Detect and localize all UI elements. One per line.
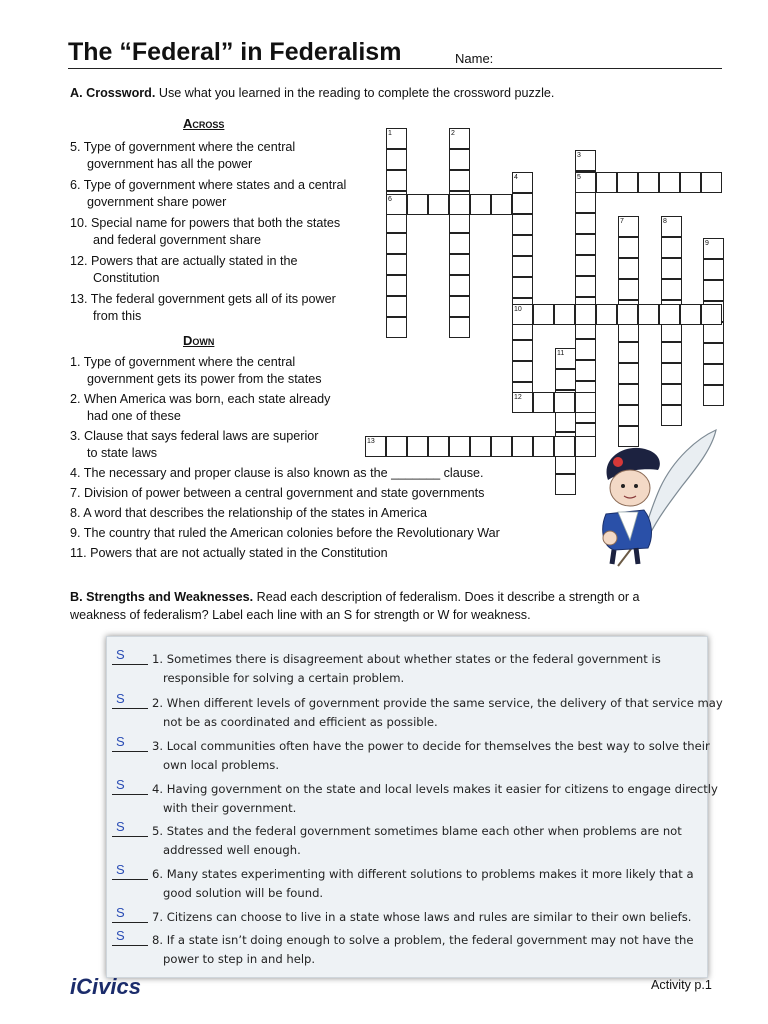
crossword-cell[interactable] (554, 304, 575, 325)
clue-down-1: 1. Type of government where the central government gets its power from the states (70, 355, 322, 386)
crossword-clue-number: 10 (514, 306, 522, 313)
answer-value: S (116, 905, 125, 920)
sw-item-line2: responsible for solving a certain problem. (163, 671, 405, 685)
crossword-cell[interactable] (386, 212, 407, 233)
crossword-cell[interactable] (533, 392, 554, 413)
crossword-cell[interactable] (428, 194, 449, 215)
crossword-cell[interactable] (703, 385, 724, 406)
crossword-clue-number: 9 (705, 240, 709, 247)
crossword-cell[interactable] (661, 279, 682, 300)
sw-item (112, 691, 723, 732)
answer-blank[interactable] (112, 928, 148, 946)
crossword-cell[interactable] (449, 275, 470, 296)
sw-item-line2: with their government. (163, 801, 297, 815)
section-a-heading-bold: A. Crossword. (70, 86, 156, 100)
crossword-cell[interactable] (638, 304, 659, 325)
clue-across-10: 10. Special name for powers that both the states and federal government share (70, 216, 341, 247)
crossword-cell[interactable] (617, 172, 638, 193)
crossword-cell[interactable] (512, 340, 533, 361)
crossword-cell[interactable] (555, 411, 576, 432)
sw-item-line1: 4. Having government on the state and local levels makes it easier for citizens to engage directly (152, 782, 718, 796)
crossword-clue-number: 11 (557, 350, 565, 357)
crossword-cell[interactable] (618, 405, 639, 426)
sw-item-line2: not be as coordinated and efficient as possible. (163, 715, 438, 729)
crossword-cell[interactable] (703, 280, 724, 301)
crossword-cell[interactable] (703, 343, 724, 364)
sw-item (112, 862, 694, 903)
crossword-cell[interactable] (575, 339, 596, 360)
clue-down-2: 2. When America was born, each state already had one of these (70, 392, 331, 423)
sw-item-line1: 8. If a state isn’t doing enough to solve a problem, the federal government may not have the (152, 933, 694, 947)
crossword-cell[interactable] (661, 258, 682, 279)
answer-blank[interactable] (112, 862, 148, 880)
answer-blank[interactable] (112, 777, 148, 795)
crossword-cell[interactable] (512, 256, 533, 277)
sw-item-line1: 2. When different levels of government provide the same service, the delivery of that service may (152, 696, 723, 710)
crossword-cell[interactable] (386, 233, 407, 254)
clue-down-9: 9. The country that ruled the American colonies before the Revolutionary War (70, 526, 500, 540)
crossword-cell[interactable] (680, 172, 701, 193)
crossword-cell[interactable] (512, 193, 533, 214)
crossword-cell[interactable] (386, 296, 407, 317)
clue-down-8: 8. A word that describes the relationship of the states in America (70, 506, 428, 520)
sw-item-line2: addressed well enough. (163, 843, 301, 857)
clue-down-11: 11. Powers that are not actually stated in the Constitution (70, 546, 388, 560)
crossword-clue-number: 12 (514, 394, 522, 401)
answer-blank[interactable] (112, 819, 148, 837)
crossword-clue-number: 3 (577, 152, 581, 159)
answer-blank[interactable] (112, 905, 148, 923)
crossword-cell[interactable] (407, 436, 428, 457)
crossword-cell[interactable] (575, 392, 596, 413)
crossword-cell[interactable] (661, 363, 682, 384)
sw-item (112, 819, 682, 860)
down-label: Down (183, 333, 215, 348)
crossword-cell[interactable] (575, 360, 596, 381)
crossword-cell[interactable] (491, 194, 512, 215)
crossword-cell[interactable] (555, 369, 576, 390)
crossword-cell[interactable] (449, 170, 470, 191)
crossword-cell[interactable] (512, 277, 533, 298)
page-number: Activity p.1 (651, 978, 712, 992)
crossword-clue-number: 7 (620, 218, 624, 225)
crossword-cell[interactable] (680, 304, 701, 325)
sw-item-line1: 1. Sometimes there is disagreement about whether states or the federal government is (152, 652, 661, 666)
sw-item-line1: 7. Citizens can choose to live in a state whose laws and rules are similar to their own beliefs. (152, 910, 692, 924)
sw-item (112, 905, 692, 927)
crossword-clue-number: 2 (451, 130, 455, 137)
crossword-cell[interactable] (661, 405, 682, 426)
crossword-cell[interactable] (449, 254, 470, 275)
crossword-cell[interactable] (659, 172, 680, 193)
section-b-heading-bold: B. Strengths and Weaknesses. (70, 590, 254, 604)
crossword-clue-number: 1 (388, 130, 392, 137)
clue-across-12: 12. Powers that are actually stated in the Constitution (70, 254, 298, 285)
icivics-logo: iCivics (70, 974, 141, 999)
clue-down-7: 7. Division of power between a central government and state governments (70, 486, 485, 500)
answer-blank[interactable] (112, 734, 148, 752)
crossword-cell[interactable] (703, 322, 724, 343)
crossword-cell[interactable] (575, 255, 596, 276)
crossword-cell[interactable] (661, 384, 682, 405)
section-a-heading-text: Use what you learned in the reading to complete the crossword puzzle. (155, 86, 555, 100)
crossword-cell[interactable] (618, 258, 639, 279)
answer-value: S (116, 928, 125, 943)
crossword-cell[interactable] (575, 276, 596, 297)
sw-item (112, 647, 661, 688)
crossword-cell[interactable] (386, 170, 407, 191)
answer-blank[interactable] (112, 647, 148, 665)
sw-item-line1: 3. Local communities often have the power to decide for themselves the best way to solve their (152, 739, 710, 753)
crossword-cell[interactable] (386, 275, 407, 296)
crossword-cell[interactable] (533, 436, 554, 457)
crossword-cell[interactable] (638, 172, 659, 193)
crossword-cell[interactable] (449, 296, 470, 317)
crossword-cell[interactable] (449, 436, 470, 457)
crossword-cell[interactable] (618, 237, 639, 258)
crossword-clue-number: 6 (388, 196, 392, 203)
crossword-cell[interactable] (386, 149, 407, 170)
crossword-cell[interactable] (449, 233, 470, 254)
name-label: Name: (455, 51, 494, 66)
crossword-cell[interactable] (661, 237, 682, 258)
clue-across-13: 13. The federal government gets all of its power from this (70, 292, 336, 323)
crossword-cell[interactable] (618, 384, 639, 405)
sw-item (112, 734, 710, 775)
clue-across-5: 5. Type of government where the central government has all the power (70, 140, 296, 171)
crossword-cell[interactable] (661, 342, 682, 363)
crossword-cell[interactable] (428, 436, 449, 457)
crossword-cell[interactable] (701, 304, 722, 325)
answer-value: S (116, 777, 125, 792)
crossword-cell[interactable] (449, 317, 470, 338)
crossword-cell[interactable] (617, 304, 638, 325)
sw-item (112, 928, 694, 969)
crossword-clue-number: 13 (367, 438, 375, 445)
crossword-cell[interactable] (512, 235, 533, 256)
sw-item-line1: 6. Many states experimenting with different solutions to problems makes it more likely that a (152, 867, 694, 881)
crossword-cell[interactable] (470, 194, 491, 215)
clue-across-6: 6. Type of government where states and a central government share power (70, 178, 347, 209)
crossword-cell[interactable] (701, 172, 722, 193)
section-b-heading-line1: Read each description of federalism. Does it describe a strength or a (253, 590, 640, 604)
answer-value: S (116, 819, 125, 834)
page-title: The “Federal” in Federalism (68, 38, 402, 66)
clue-down-4: 4. The necessary and proper clause is also known as the _______ clause. (70, 466, 484, 480)
crossword-cell[interactable] (703, 259, 724, 280)
sw-item (112, 777, 718, 818)
crossword-cell[interactable] (703, 364, 724, 385)
crossword-cell[interactable] (512, 214, 533, 235)
across-label: Across (183, 116, 225, 131)
crossword-cell[interactable] (596, 304, 617, 325)
crossword-cell[interactable] (533, 304, 554, 325)
crossword-cell[interactable] (491, 436, 512, 457)
crossword-cell[interactable] (618, 279, 639, 300)
crossword-cell[interactable] (575, 192, 596, 213)
crossword-cell[interactable] (449, 212, 470, 233)
crossword-cell[interactable] (575, 213, 596, 234)
crossword-cell[interactable] (512, 361, 533, 382)
crossword-cell[interactable] (618, 342, 639, 363)
crossword-clue-number: 8 (663, 218, 667, 225)
crossword-cell[interactable] (512, 436, 533, 457)
crossword-cell[interactable] (618, 363, 639, 384)
crossword-clue-number: 4 (514, 174, 518, 181)
crossword-cell[interactable] (407, 194, 428, 215)
clue-down-3: 3. Clause that says federal laws are superior to state laws (70, 429, 319, 460)
crossword-cell[interactable] (596, 172, 617, 193)
crossword-cell[interactable] (555, 474, 576, 495)
crossword-cell[interactable] (386, 254, 407, 275)
section-b-heading-line2: weakness of federalism? Label each line with an S for strength or W for weakness. (70, 608, 531, 622)
crossword-clue-number: 5 (577, 174, 581, 181)
sw-item-line2: own local problems. (163, 758, 280, 772)
crossword-cell[interactable] (575, 304, 596, 325)
answer-value: S (116, 691, 125, 706)
mascot-illustration (578, 428, 724, 568)
answer-blank[interactable] (112, 691, 148, 709)
crossword-cell[interactable] (554, 392, 575, 413)
crossword-cell[interactable] (449, 149, 470, 170)
sw-item-line2: good solution will be found. (163, 886, 324, 900)
crossword-cell[interactable] (575, 234, 596, 255)
sw-item-line1: 5. States and the federal government sometimes blame each other when problems are not (152, 824, 682, 838)
crossword-cell[interactable] (386, 436, 407, 457)
section-b-heading (70, 588, 640, 624)
crossword-cell[interactable] (659, 304, 680, 325)
answer-value: S (116, 862, 125, 877)
crossword-cell[interactable] (470, 436, 491, 457)
crossword-cell[interactable] (554, 436, 575, 457)
answer-value: S (116, 734, 125, 749)
crossword-cell[interactable] (386, 317, 407, 338)
crossword-cell[interactable] (449, 194, 470, 215)
sw-item-line2: power to step in and help. (163, 952, 316, 966)
answer-value: S (116, 647, 125, 662)
